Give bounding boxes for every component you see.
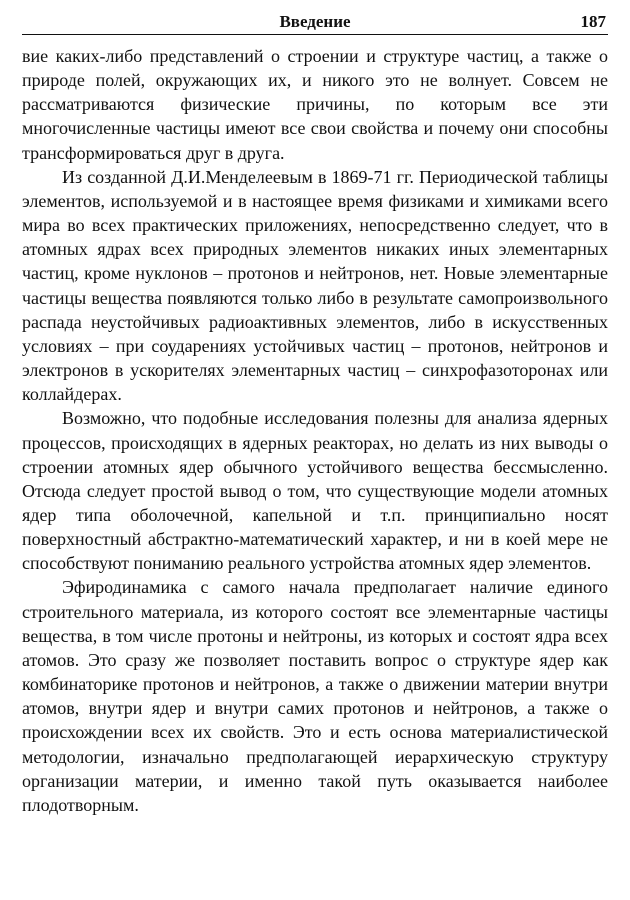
paragraph-continued: вие каких-либо представлений о строении и структуре частиц, а также о природе полей, окружающих их, и никого это не волнует. Совсем не рассматриваются физические причины, по которым все эти многочисленные частицы имеют все свои свойства и почему они способны трансформироваться друг в друга. bbox=[22, 46, 608, 163]
paragraph-nuclear-models: Возможно, что подобные исследования полезны для анализа ядерных процессов, происходящих в ядерных реакторах, но делать из них выводы о строении атомных ядер обычного устойчивого вещества бессмысленно. Отсюда следует простой вывод о том, что существующие модели атомных ядер типа оболочечной, капельной и т.п. принципиально носят поверхностный абстрактно-математический характер, и ни в коей мере не способствуют пониманию реального устройства атомных ядер элементов. bbox=[22, 408, 608, 574]
body-text bbox=[22, 44, 608, 817]
paragraph-etherodynamics: Эфиродинамика с самого начала предполагает наличие единого строительного материала, из которого состоят все элементарные частицы вещества, в том числе протоны и нейтроны, из которых и состоят ядра всех атомов. Это сразу же позволяет поставить вопрос о структуре ядер как комбинаторике протонов и нейтронов, а также о движении материи внутри атомов, внутри ядер и внутри самих протонов и нейтронов, а также о происхождении всех их свойств. Это и есть основа материалистической методологии, изначально предполагающей иерархическую структуру организации материи, и именно такой путь оказывается наиболее плодотворным. bbox=[22, 577, 608, 815]
running-header bbox=[22, 10, 608, 35]
page-number: 187 bbox=[580, 12, 606, 31]
running-title: Введение bbox=[279, 12, 351, 31]
paragraph-mendeleev-table: Из созданной Д.И.Менделеевым в 1869-71 гг. Периодической таблицы элементов, используемой и в настоящее время физиками и химиками всего мира во всех практических приложениях, непосредственно следует, что в атомных ядрах всех природных элементов никаких иных элементарных частиц, кроме нуклонов – протонов и нейтронов, нет. Новые элементарные частицы вещества появляются только либо в результате самопроизвольного распада неустойчивых радиоактивных элементов, либо в искусственных условиях – при соударениях устойчивых частиц – протонов, нейтронов и электронов в ускорителях элементарных частиц – синхрофазоторонах или коллайдерах. bbox=[22, 166, 608, 405]
